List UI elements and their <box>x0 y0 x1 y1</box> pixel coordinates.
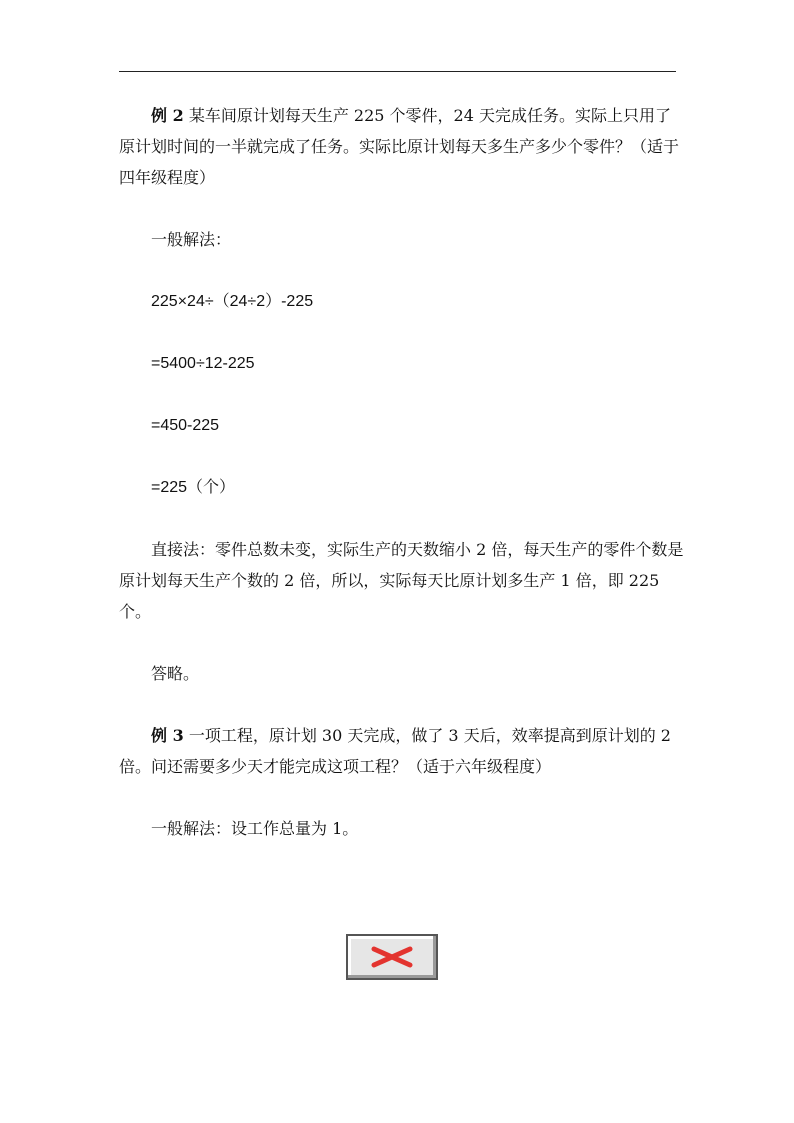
general-solution-label: 一般解法： <box>151 230 232 249</box>
example-3-paragraph <box>119 720 684 782</box>
example-3-label: 例 3 <box>151 726 184 745</box>
broken-image-x-icon <box>370 946 414 968</box>
header-rule <box>119 71 676 72</box>
general-solution-2: 一般解法：设工作总量为 1。 <box>151 819 359 838</box>
broken-image-placeholder <box>346 934 438 980</box>
equation-line-1: 225×24÷（24÷2）-225 <box>151 293 314 310</box>
answer-line: 答略。 <box>151 664 200 683</box>
equation-line-4: =225（个） <box>151 479 236 496</box>
example-2-label: 例 2 <box>151 106 184 125</box>
example-2-text: 某车间原计划每天生产 225 个零件，24 天完成任务。实际上只用了原计划时间的一半就完成了任务。实际比原计划每天多生产多少个零件？（适于四年级程度） <box>119 106 680 187</box>
example-2-paragraph <box>119 100 684 193</box>
example-3-text: 一项工程，原计划 30 天完成，做了 3 天后，效率提高到原计划的 2 倍。问还需要多少天才能完成这项工程？（适于六年级程度） <box>119 726 671 776</box>
direct-solution-paragraph: 直接法：零件总数未变，实际生产的天数缩小 2 倍，每天生产的零件个数是原计划每天生产个数的 2 倍，所以，实际每天比原计划多生产 1 倍，即 225 个。 <box>119 540 684 621</box>
document-body <box>119 100 684 844</box>
equation-line-2: =5400÷12-225 <box>151 355 255 372</box>
equation-line-3: =450-225 <box>151 417 220 434</box>
